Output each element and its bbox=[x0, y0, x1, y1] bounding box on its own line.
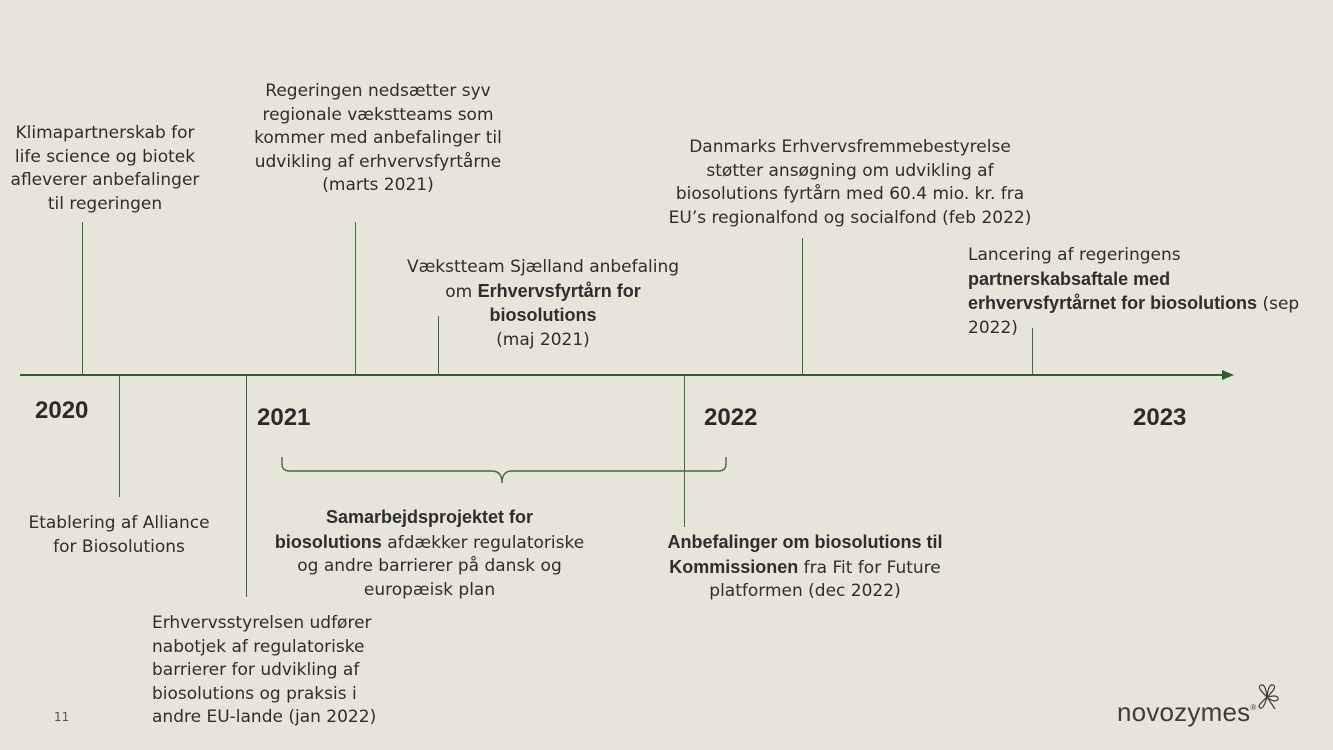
event-line bbox=[650, 556, 960, 581]
event-line: og andre barrierer på dansk og bbox=[297, 556, 562, 576]
event-line: nabotjek af regulatoriske bbox=[152, 636, 365, 657]
event-line bbox=[968, 292, 1328, 317]
event-line: Klimapartnerskab for bbox=[15, 123, 195, 143]
event-text: afdækker regulatoriske bbox=[381, 532, 585, 553]
bracket bbox=[278, 455, 730, 493]
event-line: life science og biotek bbox=[14, 146, 196, 167]
timeline-axis bbox=[20, 374, 1223, 376]
event-line: Danmarks Erhvervsfremmebestyrelse bbox=[689, 137, 1011, 157]
event-line: Regeringen nedsætter syv bbox=[265, 81, 491, 101]
event-line bbox=[968, 268, 1328, 293]
year-2021: 2021 bbox=[257, 404, 311, 431]
tick-regeringen bbox=[355, 222, 356, 375]
event-line: 2022) bbox=[968, 317, 1018, 338]
event-line: regionale vækstteams som bbox=[262, 104, 494, 125]
event-bold: biosolutions bbox=[489, 305, 597, 325]
year-2020: 2020 bbox=[35, 397, 89, 424]
year-2022: 2022 bbox=[704, 404, 758, 431]
event-erhvervsstyrelsen bbox=[152, 612, 412, 730]
page-number: 11 bbox=[54, 710, 70, 724]
event-bold: Anbefalinger om biosolutions til bbox=[667, 532, 943, 552]
event-line bbox=[262, 531, 597, 556]
event-bold: Erhvervsfyrtårn for bbox=[477, 280, 641, 301]
event-line: andre EU-lande (jan 2022) bbox=[152, 707, 377, 727]
event-line: for Biosolutions bbox=[53, 536, 185, 557]
event-line: Etablering af Alliance bbox=[28, 513, 210, 533]
logo-registered: ® bbox=[1250, 703, 1257, 712]
event-samarbejd bbox=[262, 506, 597, 602]
tick-danmarks bbox=[802, 238, 803, 375]
event-line: (maj 2021) bbox=[496, 329, 590, 350]
clover-icon bbox=[1252, 682, 1282, 712]
event-line: barrierer for udvikling af bbox=[152, 660, 360, 680]
event-line: (marts 2021) bbox=[322, 175, 434, 195]
event-line: Erhvervsstyrelsen udfører bbox=[152, 613, 372, 633]
event-line bbox=[650, 531, 960, 556]
novozymes-logo bbox=[1117, 697, 1256, 728]
event-bold: Kommissionen bbox=[669, 556, 799, 577]
event-anbefalinger bbox=[650, 531, 960, 604]
event-danmarks bbox=[630, 136, 1070, 230]
event-text: fra Fit for Future bbox=[798, 557, 941, 578]
event-line: EU’s regionalfond og socialfond (feb 2022) bbox=[668, 207, 1032, 228]
event-line: afleverer anbefalinger bbox=[10, 170, 200, 190]
event-line: biosolutions og praksis i bbox=[152, 683, 357, 704]
event-line: biosolutions fyrtårn med 60.4 mio. kr. fra bbox=[675, 184, 1025, 204]
event-lancering bbox=[968, 244, 1328, 340]
event-line: platformen (dec 2022) bbox=[709, 581, 901, 601]
event-text: om bbox=[445, 281, 478, 302]
event-vaekstteam bbox=[388, 256, 698, 352]
year-2023: 2023 bbox=[1133, 404, 1187, 431]
tick-etablering bbox=[119, 375, 120, 497]
event-line: europæisk plan bbox=[363, 579, 496, 600]
event-line bbox=[262, 506, 597, 531]
event-bold: Samarbejdsprojektet for bbox=[325, 507, 534, 527]
event-bold: erhvervsfyrtårnet for biosolutions bbox=[968, 293, 1258, 313]
event-line: Lancering af regeringens bbox=[968, 245, 1181, 265]
event-regeringen bbox=[233, 80, 523, 198]
tick-anbefalinger bbox=[684, 375, 685, 527]
event-line bbox=[388, 304, 698, 329]
event-etablering bbox=[14, 512, 224, 559]
event-line bbox=[388, 280, 698, 305]
event-line: Vækstteam Sjælland anbefaling bbox=[406, 257, 680, 277]
event-bold: partnerskabsaftale med bbox=[968, 268, 1171, 289]
event-text: (sep bbox=[1257, 294, 1300, 314]
event-line: støtter ansøgning om udvikling af bbox=[706, 160, 994, 181]
tick-erhvervsstyrelsen bbox=[246, 375, 247, 597]
event-klima bbox=[5, 122, 205, 216]
tick-klima bbox=[82, 222, 83, 375]
event-bold: biosolutions bbox=[274, 531, 382, 552]
event-line: kommer med anbefalinger til bbox=[254, 128, 502, 148]
logo-text: novozymes bbox=[1117, 697, 1251, 727]
event-line: udvikling af erhvervsfyrtårne bbox=[254, 151, 502, 172]
timeline-arrow-icon bbox=[1222, 370, 1234, 380]
event-line: til regeringen bbox=[47, 193, 163, 214]
